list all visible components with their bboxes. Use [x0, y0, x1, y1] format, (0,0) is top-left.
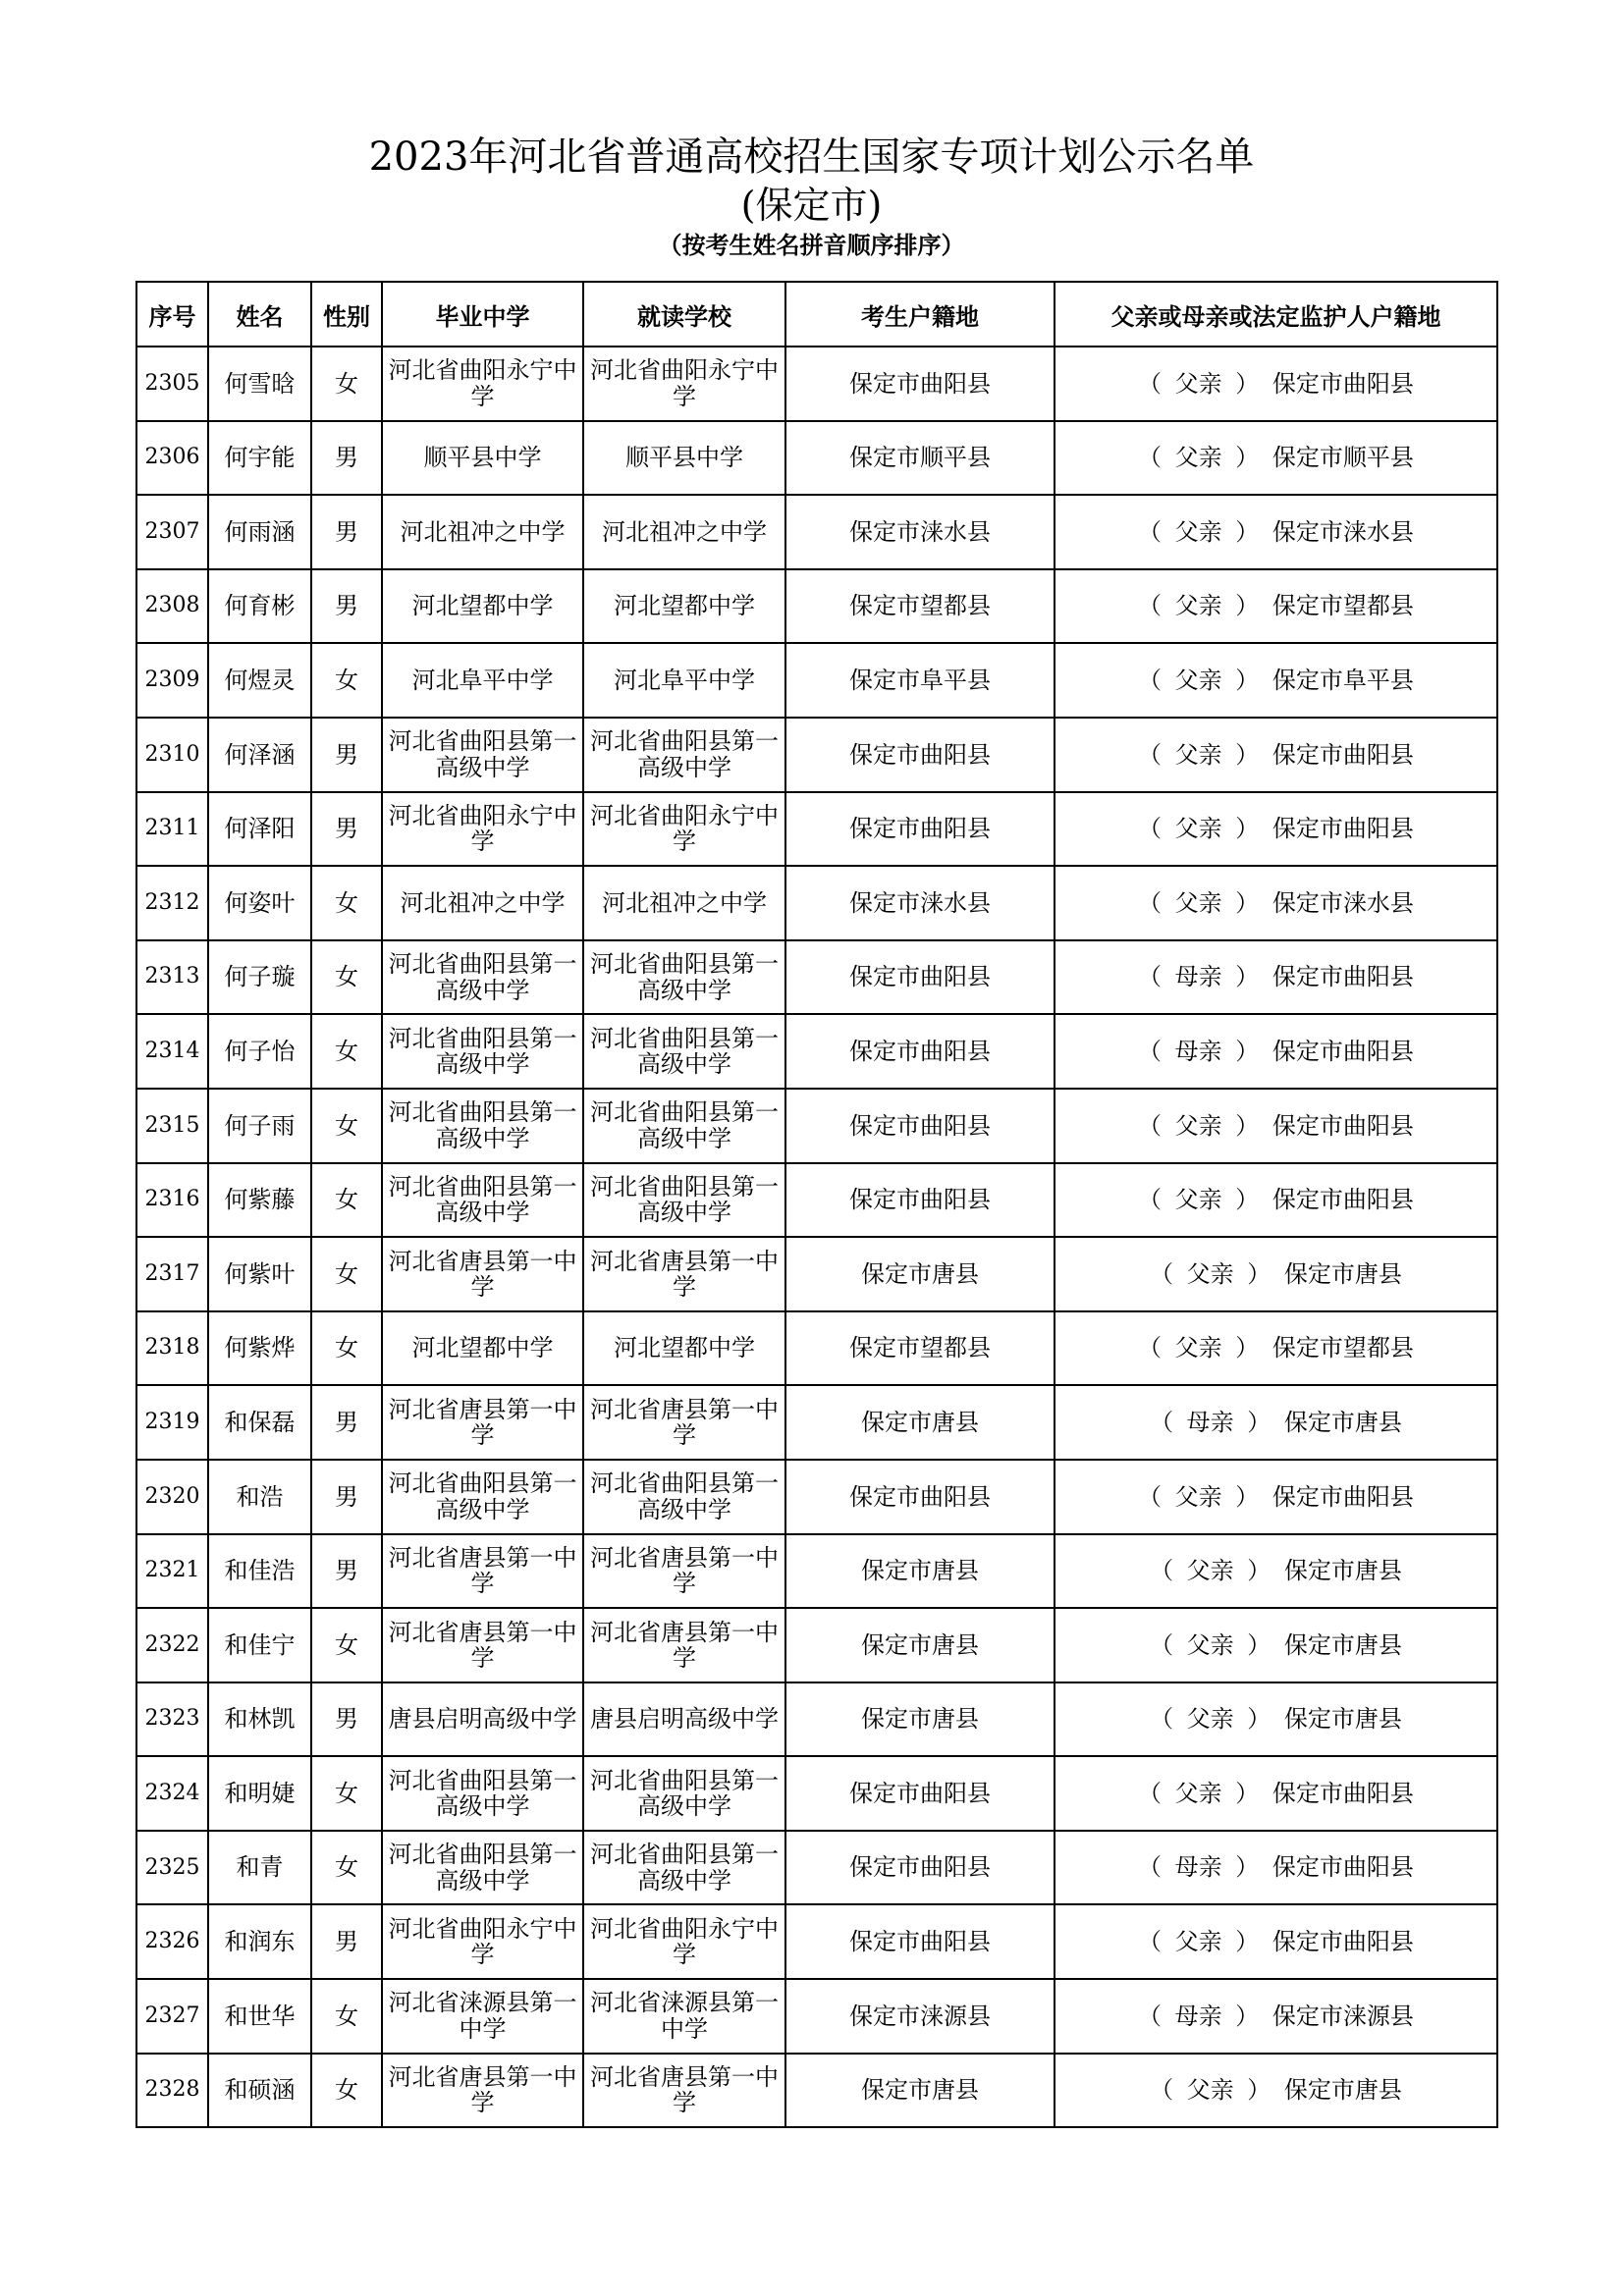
cell-guardian-hukou: （ 母亲 ） 保定市曲阳县 — [1055, 940, 1497, 1015]
cell-current-school: 河北阜平中学 — [583, 643, 785, 718]
cell-current-school: 河北省唐县第一中学 — [583, 1385, 785, 1460]
cell-current-school: 河北省曲阳永宁中学 — [583, 792, 785, 867]
cell-gender: 女 — [311, 1979, 382, 2054]
cell-seq: 2308 — [136, 569, 208, 644]
table-row — [136, 421, 1497, 496]
cell-name: 和青 — [208, 1831, 311, 1905]
cell-seq: 2309 — [136, 643, 208, 718]
cell-graduated-school: 河北阜平中学 — [382, 643, 583, 718]
cell-guardian-hukou: （ 父亲 ） 保定市曲阳县 — [1055, 1089, 1497, 1163]
cell-current-school: 河北省曲阳县第一高级中学 — [583, 1756, 785, 1831]
cell-gender: 女 — [311, 1831, 382, 1905]
cell-name: 和林凯 — [208, 1682, 311, 1757]
table-row — [136, 569, 1497, 644]
cell-student-hukou: 保定市曲阳县 — [785, 347, 1055, 421]
table-header-row — [136, 282, 1497, 347]
cell-name: 何紫烨 — [208, 1311, 311, 1386]
cell-student-hukou: 保定市唐县 — [785, 2054, 1055, 2128]
sort-note: （按考生姓名拼音顺序排序） — [658, 231, 965, 259]
cell-seq: 2305 — [136, 347, 208, 421]
cell-seq: 2306 — [136, 421, 208, 496]
cell-current-school: 河北省唐县第一中学 — [583, 1608, 785, 1682]
cell-guardian-hukou: （ 父亲 ） 保定市曲阳县 — [1055, 1460, 1497, 1534]
cell-seq: 2310 — [136, 718, 208, 792]
cell-student-hukou: 保定市涞源县 — [785, 1979, 1055, 2054]
cell-name: 何泽涵 — [208, 718, 311, 792]
cell-guardian-hukou: （ 父亲 ） 保定市唐县 — [1055, 2054, 1497, 2128]
cell-guardian-hukou: （ 父亲 ） 保定市曲阳县 — [1055, 718, 1497, 792]
cell-seq: 2316 — [136, 1163, 208, 1238]
cell-gender: 女 — [311, 1089, 382, 1163]
table-row — [136, 1237, 1497, 1311]
cell-name: 和浩 — [208, 1460, 311, 1534]
cell-name: 何泽阳 — [208, 792, 311, 867]
cell-current-school: 顺平县中学 — [583, 421, 785, 496]
cell-gender: 女 — [311, 1237, 382, 1311]
cell-current-school: 河北省唐县第一中学 — [583, 1534, 785, 1609]
cell-graduated-school: 河北省曲阳县第一高级中学 — [382, 1756, 583, 1831]
cell-graduated-school: 河北望都中学 — [382, 1311, 583, 1386]
cell-gender: 男 — [311, 421, 382, 496]
cell-seq: 2327 — [136, 1979, 208, 2054]
roster-table — [135, 281, 1498, 2128]
cell-graduated-school: 河北省涞源县第一中学 — [382, 1979, 583, 2054]
cell-current-school: 河北省曲阳县第一高级中学 — [583, 1089, 785, 1163]
cell-gender: 男 — [311, 1904, 382, 1979]
cell-name: 何育彬 — [208, 569, 311, 644]
cell-name: 和润东 — [208, 1904, 311, 1979]
cell-guardian-hukou: （ 父亲 ） 保定市望都县 — [1055, 569, 1497, 644]
cell-current-school: 河北省曲阳县第一高级中学 — [583, 1831, 785, 1905]
cell-seq: 2328 — [136, 2054, 208, 2128]
cell-seq: 2320 — [136, 1460, 208, 1534]
cell-gender: 女 — [311, 1163, 382, 1238]
cell-student-hukou: 保定市曲阳县 — [785, 1831, 1055, 1905]
cell-graduated-school: 唐县启明高级中学 — [382, 1682, 583, 1757]
cell-graduated-school: 河北省唐县第一中学 — [382, 1608, 583, 1682]
cell-current-school: 河北省曲阳永宁中学 — [583, 1904, 785, 1979]
cell-seq: 2325 — [136, 1831, 208, 1905]
table-row — [136, 940, 1497, 1015]
cell-graduated-school: 河北省曲阳县第一高级中学 — [382, 1460, 583, 1534]
cell-guardian-hukou: （ 父亲 ） 保定市唐县 — [1055, 1534, 1497, 1609]
cell-student-hukou: 保定市顺平县 — [785, 421, 1055, 496]
cell-graduated-school: 河北省曲阳永宁中学 — [382, 1904, 583, 1979]
cell-current-school: 河北望都中学 — [583, 1311, 785, 1386]
table-row — [136, 495, 1497, 569]
header-seq: 序号 — [136, 282, 208, 347]
cell-name: 何子雨 — [208, 1089, 311, 1163]
header-name: 姓名 — [208, 282, 311, 347]
table-row — [136, 1608, 1497, 1682]
cell-name: 何紫藤 — [208, 1163, 311, 1238]
cell-seq: 2318 — [136, 1311, 208, 1386]
cell-gender: 男 — [311, 718, 382, 792]
cell-guardian-hukou: （ 母亲 ） 保定市唐县 — [1055, 1385, 1497, 1460]
table-row — [136, 1089, 1497, 1163]
cell-student-hukou: 保定市涞水县 — [785, 866, 1055, 940]
cell-name: 何子璇 — [208, 940, 311, 1015]
cell-student-hukou: 保定市望都县 — [785, 569, 1055, 644]
cell-graduated-school: 河北省唐县第一中学 — [382, 2054, 583, 2128]
cell-gender: 女 — [311, 1014, 382, 1089]
cell-guardian-hukou: （ 父亲 ） 保定市唐县 — [1055, 1237, 1497, 1311]
cell-graduated-school: 河北省曲阳县第一高级中学 — [382, 1014, 583, 1089]
cell-name: 和明婕 — [208, 1756, 311, 1831]
cell-seq: 2317 — [136, 1237, 208, 1311]
cell-graduated-school: 顺平县中学 — [382, 421, 583, 496]
cell-guardian-hukou: （ 父亲 ） 保定市唐县 — [1055, 1608, 1497, 1682]
cell-graduated-school: 河北省唐县第一中学 — [382, 1237, 583, 1311]
cell-student-hukou: 保定市涞水县 — [785, 495, 1055, 569]
cell-gender: 女 — [311, 866, 382, 940]
cell-current-school: 河北省曲阳县第一高级中学 — [583, 718, 785, 792]
cell-student-hukou: 保定市曲阳县 — [785, 1014, 1055, 1089]
cell-guardian-hukou: （ 母亲 ） 保定市曲阳县 — [1055, 1831, 1497, 1905]
cell-name: 和佳宁 — [208, 1608, 311, 1682]
table-row — [136, 1460, 1497, 1534]
cell-current-school: 河北省涞源县第一中学 — [583, 1979, 785, 2054]
cell-student-hukou: 保定市唐县 — [785, 1237, 1055, 1311]
cell-current-school: 河北祖冲之中学 — [583, 866, 785, 940]
cell-seq: 2313 — [136, 940, 208, 1015]
table-row — [136, 347, 1497, 421]
cell-gender: 女 — [311, 1756, 382, 1831]
cell-gender: 男 — [311, 792, 382, 867]
cell-student-hukou: 保定市曲阳县 — [785, 1904, 1055, 1979]
table-row — [136, 1163, 1497, 1238]
cell-guardian-hukou: （ 父亲 ） 保定市涞水县 — [1055, 495, 1497, 569]
cell-student-hukou: 保定市曲阳县 — [785, 792, 1055, 867]
table-row — [136, 1904, 1497, 1979]
cell-gender: 男 — [311, 1682, 382, 1757]
cell-gender: 女 — [311, 1311, 382, 1386]
cell-gender: 男 — [311, 1534, 382, 1609]
cell-guardian-hukou: （ 父亲 ） 保定市涞水县 — [1055, 866, 1497, 940]
cell-gender: 女 — [311, 1608, 382, 1682]
table-row — [136, 643, 1497, 718]
cell-name: 何雪晗 — [208, 347, 311, 421]
cell-gender: 男 — [311, 495, 382, 569]
cell-name: 何宇能 — [208, 421, 311, 496]
cell-current-school: 河北望都中学 — [583, 569, 785, 644]
cell-guardian-hukou: （ 母亲 ） 保定市涞源县 — [1055, 1979, 1497, 2054]
cell-graduated-school: 河北省曲阳永宁中学 — [382, 792, 583, 867]
cell-seq: 2319 — [136, 1385, 208, 1460]
cell-guardian-hukou: （ 父亲 ） 保定市曲阳县 — [1055, 347, 1497, 421]
cell-gender: 男 — [311, 1385, 382, 1460]
cell-seq: 2321 — [136, 1534, 208, 1609]
cell-seq: 2324 — [136, 1756, 208, 1831]
cell-gender: 女 — [311, 347, 382, 421]
cell-name: 和佳浩 — [208, 1534, 311, 1609]
cell-current-school: 河北省曲阳县第一高级中学 — [583, 1163, 785, 1238]
table-row — [136, 1385, 1497, 1460]
cell-graduated-school: 河北省唐县第一中学 — [382, 1385, 583, 1460]
table-row — [136, 792, 1497, 867]
cell-student-hukou: 保定市曲阳县 — [785, 1163, 1055, 1238]
cell-gender: 女 — [311, 2054, 382, 2128]
cell-graduated-school: 河北省曲阳县第一高级中学 — [382, 1163, 583, 1238]
cell-name: 和保磊 — [208, 1385, 311, 1460]
cell-guardian-hukou: （ 父亲 ） 保定市曲阳县 — [1055, 1756, 1497, 1831]
table-row — [136, 1682, 1497, 1757]
cell-student-hukou: 保定市望都县 — [785, 1311, 1055, 1386]
table-row — [136, 866, 1497, 940]
cell-name: 何姿叶 — [208, 866, 311, 940]
document-title: 2023年河北省普通高校招生国家专项计划公示名单 — [368, 134, 1255, 180]
table-row — [136, 1756, 1497, 1831]
cell-seq: 2322 — [136, 1608, 208, 1682]
cell-guardian-hukou: （ 父亲 ） 保定市阜平县 — [1055, 643, 1497, 718]
cell-current-school: 河北祖冲之中学 — [583, 495, 785, 569]
cell-student-hukou: 保定市曲阳县 — [785, 718, 1055, 792]
cell-gender: 男 — [311, 1460, 382, 1534]
table-row — [136, 1534, 1497, 1609]
cell-guardian-hukou: （ 父亲 ） 保定市曲阳县 — [1055, 1163, 1497, 1238]
cell-name: 何紫叶 — [208, 1237, 311, 1311]
cell-graduated-school: 河北省曲阳县第一高级中学 — [382, 718, 583, 792]
cell-seq: 2326 — [136, 1904, 208, 1979]
table-row — [136, 1831, 1497, 1905]
document-subtitle: (保定市) — [740, 184, 883, 227]
table-row — [136, 1014, 1497, 1089]
cell-graduated-school: 河北祖冲之中学 — [382, 866, 583, 940]
table-row — [136, 1979, 1497, 2054]
cell-name: 何煜灵 — [208, 643, 311, 718]
cell-current-school: 河北省唐县第一中学 — [583, 1237, 785, 1311]
cell-student-hukou: 保定市曲阳县 — [785, 1756, 1055, 1831]
cell-current-school: 河北省曲阳永宁中学 — [583, 347, 785, 421]
cell-current-school: 河北省唐县第一中学 — [583, 2054, 785, 2128]
cell-guardian-hukou: （ 父亲 ） 保定市曲阳县 — [1055, 792, 1497, 867]
cell-graduated-school: 河北省曲阳县第一高级中学 — [382, 1831, 583, 1905]
cell-graduated-school: 河北望都中学 — [382, 569, 583, 644]
cell-name: 何雨涵 — [208, 495, 311, 569]
cell-name: 和世华 — [208, 1979, 311, 2054]
cell-graduated-school: 河北省曲阳县第一高级中学 — [382, 1089, 583, 1163]
cell-seq: 2312 — [136, 866, 208, 940]
header-gender: 性别 — [311, 282, 382, 347]
table-row — [136, 1311, 1497, 1386]
cell-student-hukou: 保定市曲阳县 — [785, 1089, 1055, 1163]
cell-student-hukou: 保定市唐县 — [785, 1682, 1055, 1757]
cell-guardian-hukou: （ 母亲 ） 保定市曲阳县 — [1055, 1014, 1497, 1089]
cell-seq: 2314 — [136, 1014, 208, 1089]
cell-name: 何子怡 — [208, 1014, 311, 1089]
cell-student-hukou: 保定市阜平县 — [785, 643, 1055, 718]
cell-gender: 女 — [311, 940, 382, 1015]
cell-seq: 2315 — [136, 1089, 208, 1163]
cell-seq: 2311 — [136, 792, 208, 867]
table-row — [136, 2054, 1497, 2128]
cell-current-school: 唐县启明高级中学 — [583, 1682, 785, 1757]
cell-student-hukou: 保定市唐县 — [785, 1608, 1055, 1682]
cell-graduated-school: 河北祖冲之中学 — [382, 495, 583, 569]
cell-current-school: 河北省曲阳县第一高级中学 — [583, 1460, 785, 1534]
cell-student-hukou: 保定市唐县 — [785, 1534, 1055, 1609]
cell-current-school: 河北省曲阳县第一高级中学 — [583, 940, 785, 1015]
cell-graduated-school: 河北省唐县第一中学 — [382, 1534, 583, 1609]
header-current-school: 就读学校 — [583, 282, 785, 347]
cell-current-school: 河北省曲阳县第一高级中学 — [583, 1014, 785, 1089]
table-row — [136, 718, 1497, 792]
header-student-hukou: 考生户籍地 — [785, 282, 1055, 347]
cell-guardian-hukou: （ 父亲 ） 保定市顺平县 — [1055, 421, 1497, 496]
header-graduated-school: 毕业中学 — [382, 282, 583, 347]
cell-student-hukou: 保定市曲阳县 — [785, 1460, 1055, 1534]
cell-guardian-hukou: （ 父亲 ） 保定市唐县 — [1055, 1682, 1497, 1757]
cell-graduated-school: 河北省曲阳永宁中学 — [382, 347, 583, 421]
cell-student-hukou: 保定市唐县 — [785, 1385, 1055, 1460]
cell-name: 和硕涵 — [208, 2054, 311, 2128]
cell-seq: 2323 — [136, 1682, 208, 1757]
cell-seq: 2307 — [136, 495, 208, 569]
cell-student-hukou: 保定市曲阳县 — [785, 940, 1055, 1015]
cell-guardian-hukou: （ 父亲 ） 保定市曲阳县 — [1055, 1904, 1497, 1979]
cell-gender: 男 — [311, 569, 382, 644]
cell-guardian-hukou: （ 父亲 ） 保定市望都县 — [1055, 1311, 1497, 1386]
cell-gender: 女 — [311, 643, 382, 718]
cell-graduated-school: 河北省曲阳县第一高级中学 — [382, 940, 583, 1015]
header-guardian-hukou: 父亲或母亲或法定监护人户籍地 — [1055, 282, 1497, 347]
